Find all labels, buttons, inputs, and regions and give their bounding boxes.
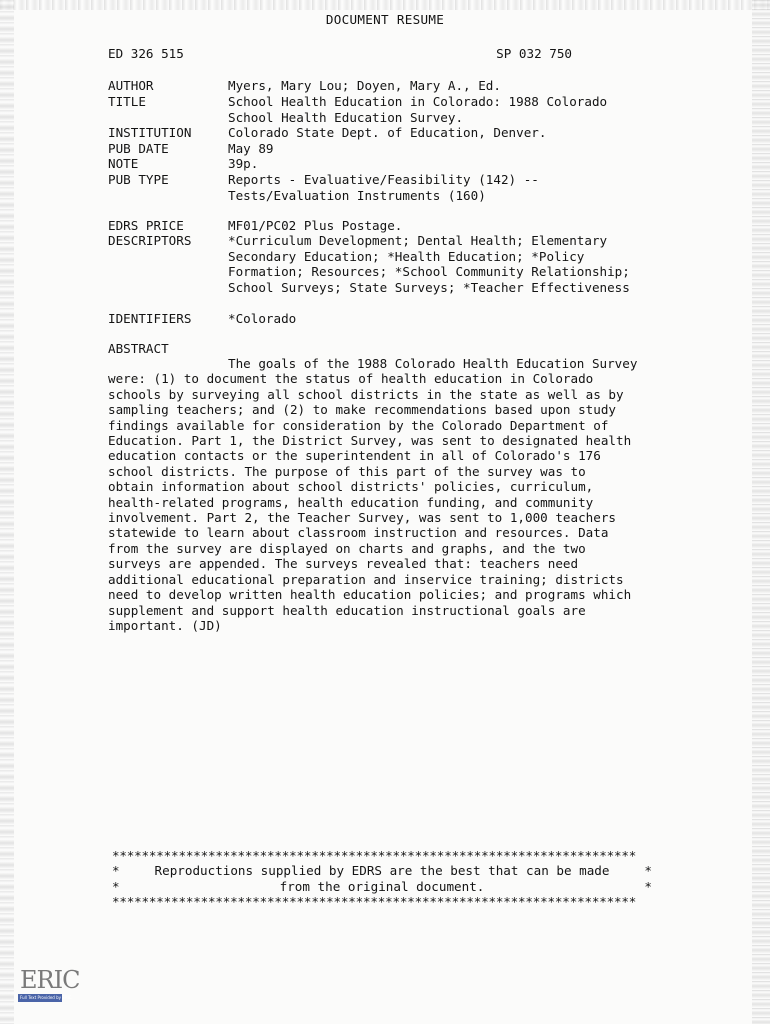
reproduction-text-1: Reproductions supplied by EDRS are the best that can be made	[154, 863, 610, 879]
abstract-heading: ABSTRACT	[108, 341, 169, 356]
field-pub-date	[108, 141, 648, 157]
field-note	[108, 156, 648, 172]
field-label: PUB TYPE	[108, 172, 169, 187]
field-label: INSTITUTION	[108, 125, 192, 140]
field-institution	[108, 125, 648, 141]
star-marker: *	[112, 878, 120, 894]
field-author	[108, 78, 648, 94]
field-value: *Curriculum Development; Dental Health; Elementary Secondary Education; *Health Education; *Policy Formation; Resources; *School Community Relationship; School Surveys; State Surveys; *Teacher Effectiveness	[228, 233, 630, 295]
field-value: May 89	[228, 141, 274, 156]
field-label: TITLE	[108, 94, 146, 109]
ed-number: ED 326 515	[108, 46, 184, 61]
field-edrs-price	[108, 218, 648, 234]
accession-row	[108, 46, 572, 61]
field-descriptors	[108, 233, 636, 295]
field-value: *Colorado	[228, 311, 297, 326]
field-value: Myers, Mary Lou; Doyen, Mary A., Ed.	[228, 78, 501, 93]
field-value: Colorado State Dept. of Education, Denver.	[228, 125, 547, 140]
star-marker: *	[644, 878, 652, 894]
field-identifiers	[108, 311, 648, 327]
scan-edge-left	[0, 0, 14, 1024]
reproduction-notice	[112, 848, 652, 910]
reproduction-line-1	[112, 863, 652, 878]
field-value: MF01/PC02 Plus Postage.	[228, 218, 403, 233]
field-label: IDENTIFIERS	[108, 311, 192, 326]
field-value: 39p.	[228, 156, 259, 171]
document-title: DOCUMENT RESUME	[325, 12, 445, 27]
abstract-body: The goals of the 1988 Colorado Health Education Survey were: (1) to document the status of health education in Colorado schools by surveying all school districts in the state as well as by sampling teachers; and (2) to make recommendations based upon study findings available for consideration by the Colorado Department of Education. Part 1, the District Survey, was sent to designated health education contacts or the superintendent in all of Colorado's 176 school districts. The purpose of this part of the survey was to obtain information about school districts' policies, curriculum, health-related programs, health education funding, and community involvement. Part 2, the Teacher Survey, was sent to 1,000 teachers statewide to learn about classroom instruction and resources. Data from the survey are displayed on charts and graphs, and the two surveys are appended. The surveys revealed that: teachers need additional educational preparation and inservice training; districts need to develop written health education policies; and programs which supplement and support health education instructional goals are important. (JD)	[108, 356, 638, 633]
field-value: School Health Education in Colorado: 1988 Colorado School Health Education Survey.	[228, 94, 608, 125]
reproduction-line-2	[112, 879, 652, 894]
star-marker: *	[112, 863, 120, 879]
eric-logo-tagline: Full Text Provided by ERIC	[20, 995, 72, 1000]
sp-number: SP 032 750	[496, 46, 572, 61]
field-value: Reports - Evaluative/Feasibility (142) -- Tests/Evaluation Instruments (160)	[228, 172, 539, 203]
field-title	[108, 94, 628, 125]
eric-logo-text: ERIC	[20, 966, 80, 994]
scan-edge-right	[752, 0, 770, 1024]
field-label: PUB DATE	[108, 141, 169, 156]
field-pub-type	[108, 172, 568, 203]
field-label: NOTE	[108, 156, 139, 171]
field-label: EDRS PRICE	[108, 218, 184, 233]
field-label: DESCRIPTORS	[108, 233, 192, 248]
field-label: AUTHOR	[108, 78, 154, 93]
scan-edge-top	[0, 0, 770, 10]
star-marker: *	[644, 863, 652, 879]
reproduction-text-2: from the original document.	[279, 878, 485, 894]
eric-logo	[14, 966, 80, 1006]
eric-logo-bar	[18, 994, 72, 1002]
star-border-top: ***********************************************************************	[112, 848, 637, 863]
star-border-bottom: ***********************************************************************	[112, 894, 637, 910]
